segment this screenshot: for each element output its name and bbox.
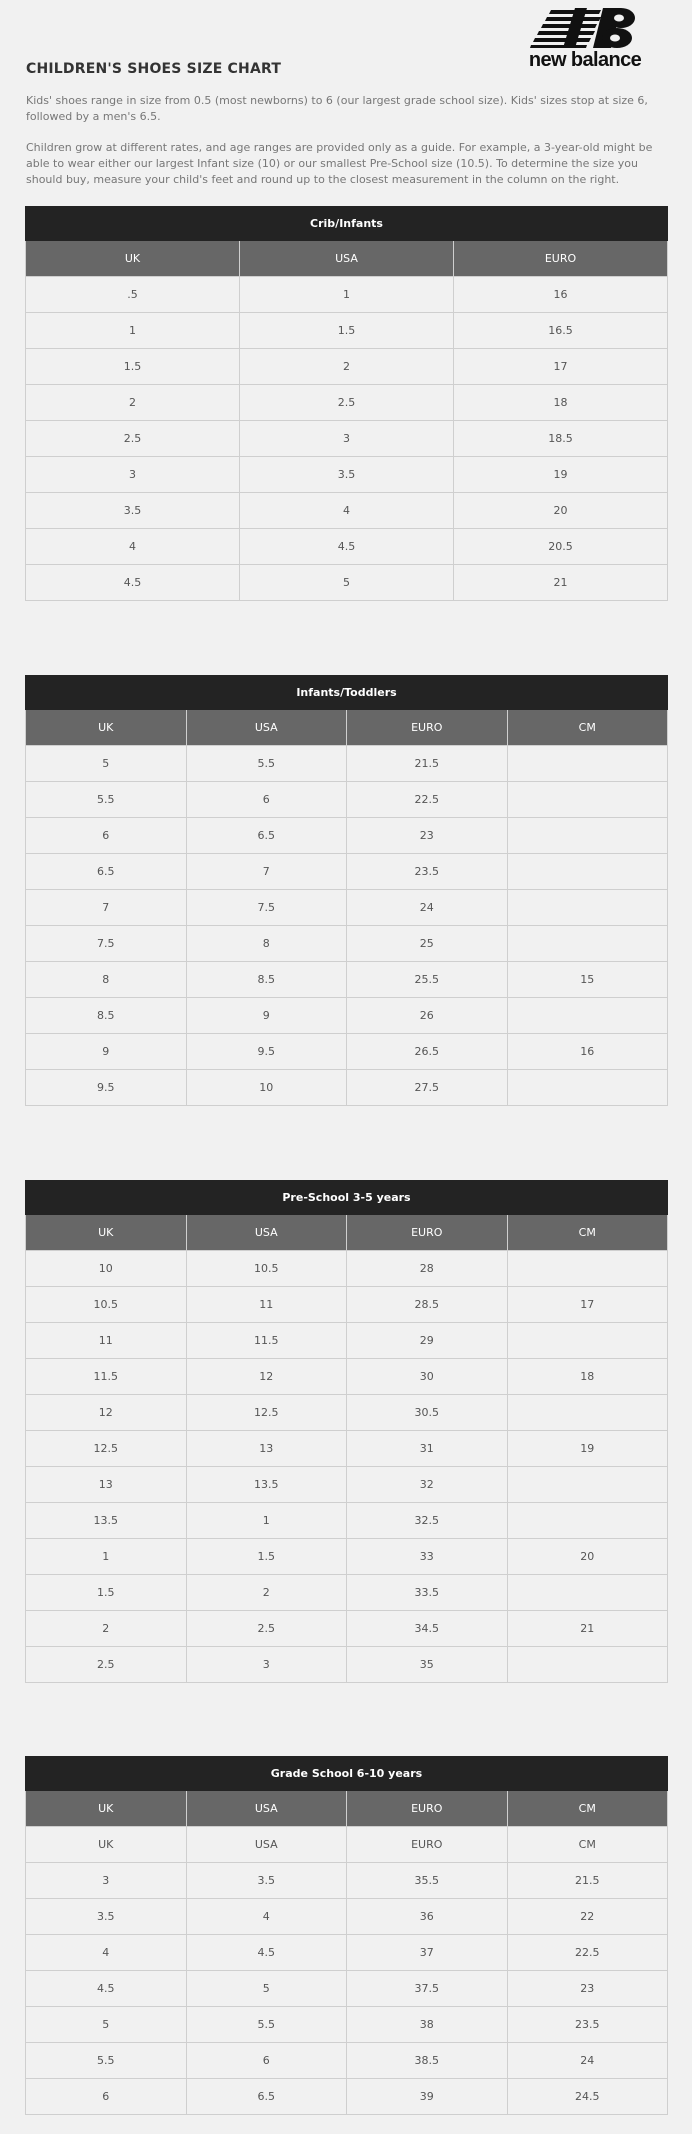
table-row bbox=[26, 1575, 668, 1611]
table-cell: 3.5 bbox=[26, 1899, 187, 1935]
table-cell: 3 bbox=[26, 1863, 187, 1899]
column-header: CM bbox=[507, 1791, 668, 1827]
table-cell: 2.5 bbox=[26, 421, 240, 457]
table-row bbox=[26, 2007, 668, 2043]
table-cell: 6 bbox=[186, 782, 347, 818]
table-row bbox=[26, 421, 668, 457]
table-cell: 30 bbox=[347, 1359, 508, 1395]
table-cell: 10.5 bbox=[26, 1287, 187, 1323]
table-cell: 19 bbox=[507, 1431, 668, 1467]
table-cell: 3.5 bbox=[26, 493, 240, 529]
table-cell: 4 bbox=[186, 1899, 347, 1935]
table-cell: 28.5 bbox=[347, 1287, 508, 1323]
table-cell bbox=[507, 1503, 668, 1539]
size-table-crib-infants bbox=[25, 206, 668, 601]
table-cell bbox=[507, 1251, 668, 1287]
table-cell: 5.5 bbox=[186, 746, 347, 782]
table-cell: 35.5 bbox=[347, 1863, 508, 1899]
table-cell bbox=[507, 1395, 668, 1431]
table-row bbox=[26, 1935, 668, 1971]
table-cell: 1.5 bbox=[26, 1575, 187, 1611]
table-cell: USA bbox=[186, 1827, 347, 1863]
column-header: UK bbox=[26, 710, 187, 746]
table-cell: 18 bbox=[507, 1359, 668, 1395]
table-cell: 27.5 bbox=[347, 1070, 508, 1106]
table-cell: 16 bbox=[454, 277, 668, 313]
table-row bbox=[26, 2079, 668, 2115]
table-cell: 13 bbox=[186, 1431, 347, 1467]
page-title: CHILDREN'S SHOES SIZE CHART bbox=[26, 61, 282, 77]
table-row bbox=[26, 529, 668, 565]
table-cell: 12.5 bbox=[186, 1395, 347, 1431]
table-cell: 24.5 bbox=[507, 2079, 668, 2115]
table-cell: 12 bbox=[186, 1359, 347, 1395]
column-header: CM bbox=[507, 710, 668, 746]
table-row bbox=[26, 926, 668, 962]
table-cell: 11 bbox=[26, 1323, 187, 1359]
table-row bbox=[26, 1647, 668, 1683]
table-row bbox=[26, 1251, 668, 1287]
table-row bbox=[26, 277, 668, 313]
table-header-row bbox=[26, 1791, 668, 1827]
table-cell: 31 bbox=[347, 1431, 508, 1467]
table-cell: 2.5 bbox=[186, 1611, 347, 1647]
table-cell: 11 bbox=[186, 1287, 347, 1323]
table-cell: 3 bbox=[26, 457, 240, 493]
table-cell bbox=[507, 926, 668, 962]
table-caption: Crib/Infants bbox=[26, 207, 668, 241]
table-cell: 20 bbox=[454, 493, 668, 529]
table-cell: 37 bbox=[347, 1935, 508, 1971]
table-cell: 5.5 bbox=[26, 2043, 187, 2079]
nb-logo-icon bbox=[517, 6, 653, 50]
table-cell: 1.5 bbox=[26, 349, 240, 385]
table-cell: 2 bbox=[240, 349, 454, 385]
intro-paragraph: Kids' shoes range in size from 0.5 (most newborns) to 6 (our largest grade school size). Kids' sizes stop at size 6, followed by a men's 6.5. bbox=[26, 94, 648, 123]
table-caption: Pre-School 3-5 years bbox=[26, 1181, 668, 1215]
size-table-grade-school bbox=[25, 1756, 668, 2115]
table-cell: 29 bbox=[347, 1323, 508, 1359]
table-cell: 23 bbox=[347, 818, 508, 854]
table-cell bbox=[507, 998, 668, 1034]
table-cell: 26.5 bbox=[347, 1034, 508, 1070]
column-header: CM bbox=[507, 1215, 668, 1251]
table-cell: 22.5 bbox=[347, 782, 508, 818]
table-cell: 6 bbox=[26, 818, 187, 854]
table-row bbox=[26, 1287, 668, 1323]
table-cell: 4 bbox=[240, 493, 454, 529]
table-cell: 32.5 bbox=[347, 1503, 508, 1539]
table-cell: 7 bbox=[26, 890, 187, 926]
table-row bbox=[26, 1395, 668, 1431]
intro-paragraph: Children grow at different rates, and age ranges are provided only as a guide. For example, a 3-year-old might be able to wear either our largest Infant size (10) or our smallest Pre-School size (10.5). To determine the size you should buy, measure your child's feet and round up to the closest measurement in the column on the right. bbox=[26, 141, 653, 186]
table-header-row bbox=[26, 241, 668, 277]
table-cell bbox=[507, 1323, 668, 1359]
table-cell: 1 bbox=[186, 1503, 347, 1539]
table-cell: 2.5 bbox=[240, 385, 454, 421]
table-cell: 21 bbox=[454, 565, 668, 601]
table-cell bbox=[507, 1647, 668, 1683]
column-header: EURO bbox=[454, 241, 668, 277]
table-cell: 33 bbox=[347, 1539, 508, 1575]
table-cell: 12.5 bbox=[26, 1431, 187, 1467]
table-cell bbox=[507, 1467, 668, 1503]
table-cell bbox=[507, 782, 668, 818]
table-cell: 2.5 bbox=[26, 1647, 187, 1683]
table-cell: CM bbox=[507, 1827, 668, 1863]
table-cell: 3 bbox=[240, 421, 454, 457]
table-row bbox=[26, 746, 668, 782]
table-cell bbox=[507, 890, 668, 926]
table-cell: 2 bbox=[26, 1611, 187, 1647]
table-cell: 1 bbox=[26, 313, 240, 349]
table-cell bbox=[507, 854, 668, 890]
table-cell: 11.5 bbox=[186, 1323, 347, 1359]
table-cell: 1.5 bbox=[186, 1539, 347, 1575]
table-cell: 23.5 bbox=[507, 2007, 668, 2043]
table-cell: 24 bbox=[507, 2043, 668, 2079]
size-table-infants-toddlers bbox=[25, 675, 668, 1106]
table-cell: 4.5 bbox=[186, 1935, 347, 1971]
table-cell: 9.5 bbox=[186, 1034, 347, 1070]
table-cell bbox=[507, 1070, 668, 1106]
table-cell: 20 bbox=[507, 1539, 668, 1575]
table-row bbox=[26, 890, 668, 926]
table-cell bbox=[507, 746, 668, 782]
size-table-pre-school bbox=[25, 1180, 668, 1683]
table-row bbox=[26, 1611, 668, 1647]
brand-logo bbox=[517, 6, 653, 72]
table-cell: 17 bbox=[507, 1287, 668, 1323]
table-row bbox=[26, 854, 668, 890]
table-cell: 3 bbox=[186, 1647, 347, 1683]
table-cell: 3.5 bbox=[186, 1863, 347, 1899]
table-row bbox=[26, 1827, 668, 1863]
table-cell: 10 bbox=[26, 1251, 187, 1287]
table-cell: 22.5 bbox=[507, 1935, 668, 1971]
table-cell: 18 bbox=[454, 385, 668, 421]
table-cell: 15 bbox=[507, 962, 668, 998]
column-header: EURO bbox=[347, 1791, 508, 1827]
table-header-row bbox=[26, 1215, 668, 1251]
table-caption: Infants/Toddlers bbox=[26, 676, 668, 710]
table-cell: 4.5 bbox=[26, 1971, 187, 2007]
table-row bbox=[26, 962, 668, 998]
table-cell: 4 bbox=[26, 529, 240, 565]
table-row bbox=[26, 1503, 668, 1539]
table-cell: 25 bbox=[347, 926, 508, 962]
table-cell: 1.5 bbox=[240, 313, 454, 349]
table-cell: 4 bbox=[26, 1935, 187, 1971]
table-cell: 32 bbox=[347, 1467, 508, 1503]
table-cell: 35 bbox=[347, 1647, 508, 1683]
table-cell bbox=[507, 818, 668, 854]
table-cell: 6.5 bbox=[186, 2079, 347, 2115]
table-cell: 25.5 bbox=[347, 962, 508, 998]
table-row bbox=[26, 1971, 668, 2007]
table-cell: 23 bbox=[507, 1971, 668, 2007]
table-cell bbox=[507, 1575, 668, 1611]
table-cell: 8.5 bbox=[186, 962, 347, 998]
table-row bbox=[26, 313, 668, 349]
table-cell: 28 bbox=[347, 1251, 508, 1287]
table-cell: 1 bbox=[240, 277, 454, 313]
table-cell: 6.5 bbox=[186, 818, 347, 854]
table-cell: 21.5 bbox=[507, 1863, 668, 1899]
table-row bbox=[26, 1467, 668, 1503]
table-cell: 3.5 bbox=[240, 457, 454, 493]
table-cell: 5 bbox=[240, 565, 454, 601]
table-header-row bbox=[26, 710, 668, 746]
table-row bbox=[26, 493, 668, 529]
table-cell: 6 bbox=[26, 2079, 187, 2115]
table-cell: 8 bbox=[186, 926, 347, 962]
table-row bbox=[26, 1539, 668, 1575]
table-cell: 38 bbox=[347, 2007, 508, 2043]
table-cell: 12 bbox=[26, 1395, 187, 1431]
table-cell: 5 bbox=[26, 2007, 187, 2043]
table-row bbox=[26, 782, 668, 818]
table-row bbox=[26, 1070, 668, 1106]
table-cell: 26 bbox=[347, 998, 508, 1034]
table-caption: Grade School 6-10 years bbox=[26, 1757, 668, 1791]
column-header: EURO bbox=[347, 710, 508, 746]
table-row bbox=[26, 1863, 668, 1899]
table-row bbox=[26, 1034, 668, 1070]
table-cell: 7 bbox=[186, 854, 347, 890]
table-row bbox=[26, 349, 668, 385]
table-cell: 20.5 bbox=[454, 529, 668, 565]
table-cell: 13 bbox=[26, 1467, 187, 1503]
table-row bbox=[26, 998, 668, 1034]
table-cell: 16.5 bbox=[454, 313, 668, 349]
table-cell: 17 bbox=[454, 349, 668, 385]
table-cell: 19 bbox=[454, 457, 668, 493]
table-cell: 38.5 bbox=[347, 2043, 508, 2079]
table-row bbox=[26, 1359, 668, 1395]
table-row bbox=[26, 1431, 668, 1467]
table-cell: 4.5 bbox=[26, 565, 240, 601]
table-cell: 7.5 bbox=[186, 890, 347, 926]
table-row bbox=[26, 1323, 668, 1359]
column-header: UK bbox=[26, 1791, 187, 1827]
table-cell: 5.5 bbox=[26, 782, 187, 818]
table-cell: 10 bbox=[186, 1070, 347, 1106]
table-row bbox=[26, 385, 668, 421]
table-row bbox=[26, 457, 668, 493]
table-row bbox=[26, 1899, 668, 1935]
table-cell: 18.5 bbox=[454, 421, 668, 457]
table-cell: 33.5 bbox=[347, 1575, 508, 1611]
table-cell: 5 bbox=[26, 746, 187, 782]
table-cell: 11.5 bbox=[26, 1359, 187, 1395]
table-cell: 4.5 bbox=[240, 529, 454, 565]
column-header: USA bbox=[240, 241, 454, 277]
table-cell: 30.5 bbox=[347, 1395, 508, 1431]
table-cell: 22 bbox=[507, 1899, 668, 1935]
table-cell: 21.5 bbox=[347, 746, 508, 782]
column-header: USA bbox=[186, 710, 347, 746]
table-cell: 9 bbox=[26, 1034, 187, 1070]
table-cell: 9.5 bbox=[26, 1070, 187, 1106]
brand-name: new balance bbox=[528, 49, 642, 71]
table-cell: EURO bbox=[347, 1827, 508, 1863]
table-cell: 5.5 bbox=[186, 2007, 347, 2043]
table-cell: 23.5 bbox=[347, 854, 508, 890]
table-row bbox=[26, 2043, 668, 2079]
table-cell: 34.5 bbox=[347, 1611, 508, 1647]
table-cell: 13.5 bbox=[186, 1467, 347, 1503]
table-cell: 2 bbox=[26, 385, 240, 421]
table-cell: 8.5 bbox=[26, 998, 187, 1034]
column-header: UK bbox=[26, 241, 240, 277]
column-header: EURO bbox=[347, 1215, 508, 1251]
table-cell: 8 bbox=[26, 962, 187, 998]
column-header: USA bbox=[186, 1791, 347, 1827]
table-cell: 36 bbox=[347, 1899, 508, 1935]
table-cell: 24 bbox=[347, 890, 508, 926]
table-cell: 37.5 bbox=[347, 1971, 508, 2007]
table-cell: 6.5 bbox=[26, 854, 187, 890]
column-header: USA bbox=[186, 1215, 347, 1251]
table-row bbox=[26, 565, 668, 601]
table-cell: 1 bbox=[26, 1539, 187, 1575]
table-cell: 9 bbox=[186, 998, 347, 1034]
table-cell: 5 bbox=[186, 1971, 347, 2007]
table-cell: 21 bbox=[507, 1611, 668, 1647]
column-header: UK bbox=[26, 1215, 187, 1251]
table-cell: 39 bbox=[347, 2079, 508, 2115]
table-cell: 10.5 bbox=[186, 1251, 347, 1287]
table-cell: 16 bbox=[507, 1034, 668, 1070]
table-cell: 7.5 bbox=[26, 926, 187, 962]
table-cell: 6 bbox=[186, 2043, 347, 2079]
table-cell: 2 bbox=[186, 1575, 347, 1611]
table-cell: UK bbox=[26, 1827, 187, 1863]
table-row bbox=[26, 818, 668, 854]
table-cell: .5 bbox=[26, 277, 240, 313]
table-cell: 13.5 bbox=[26, 1503, 187, 1539]
